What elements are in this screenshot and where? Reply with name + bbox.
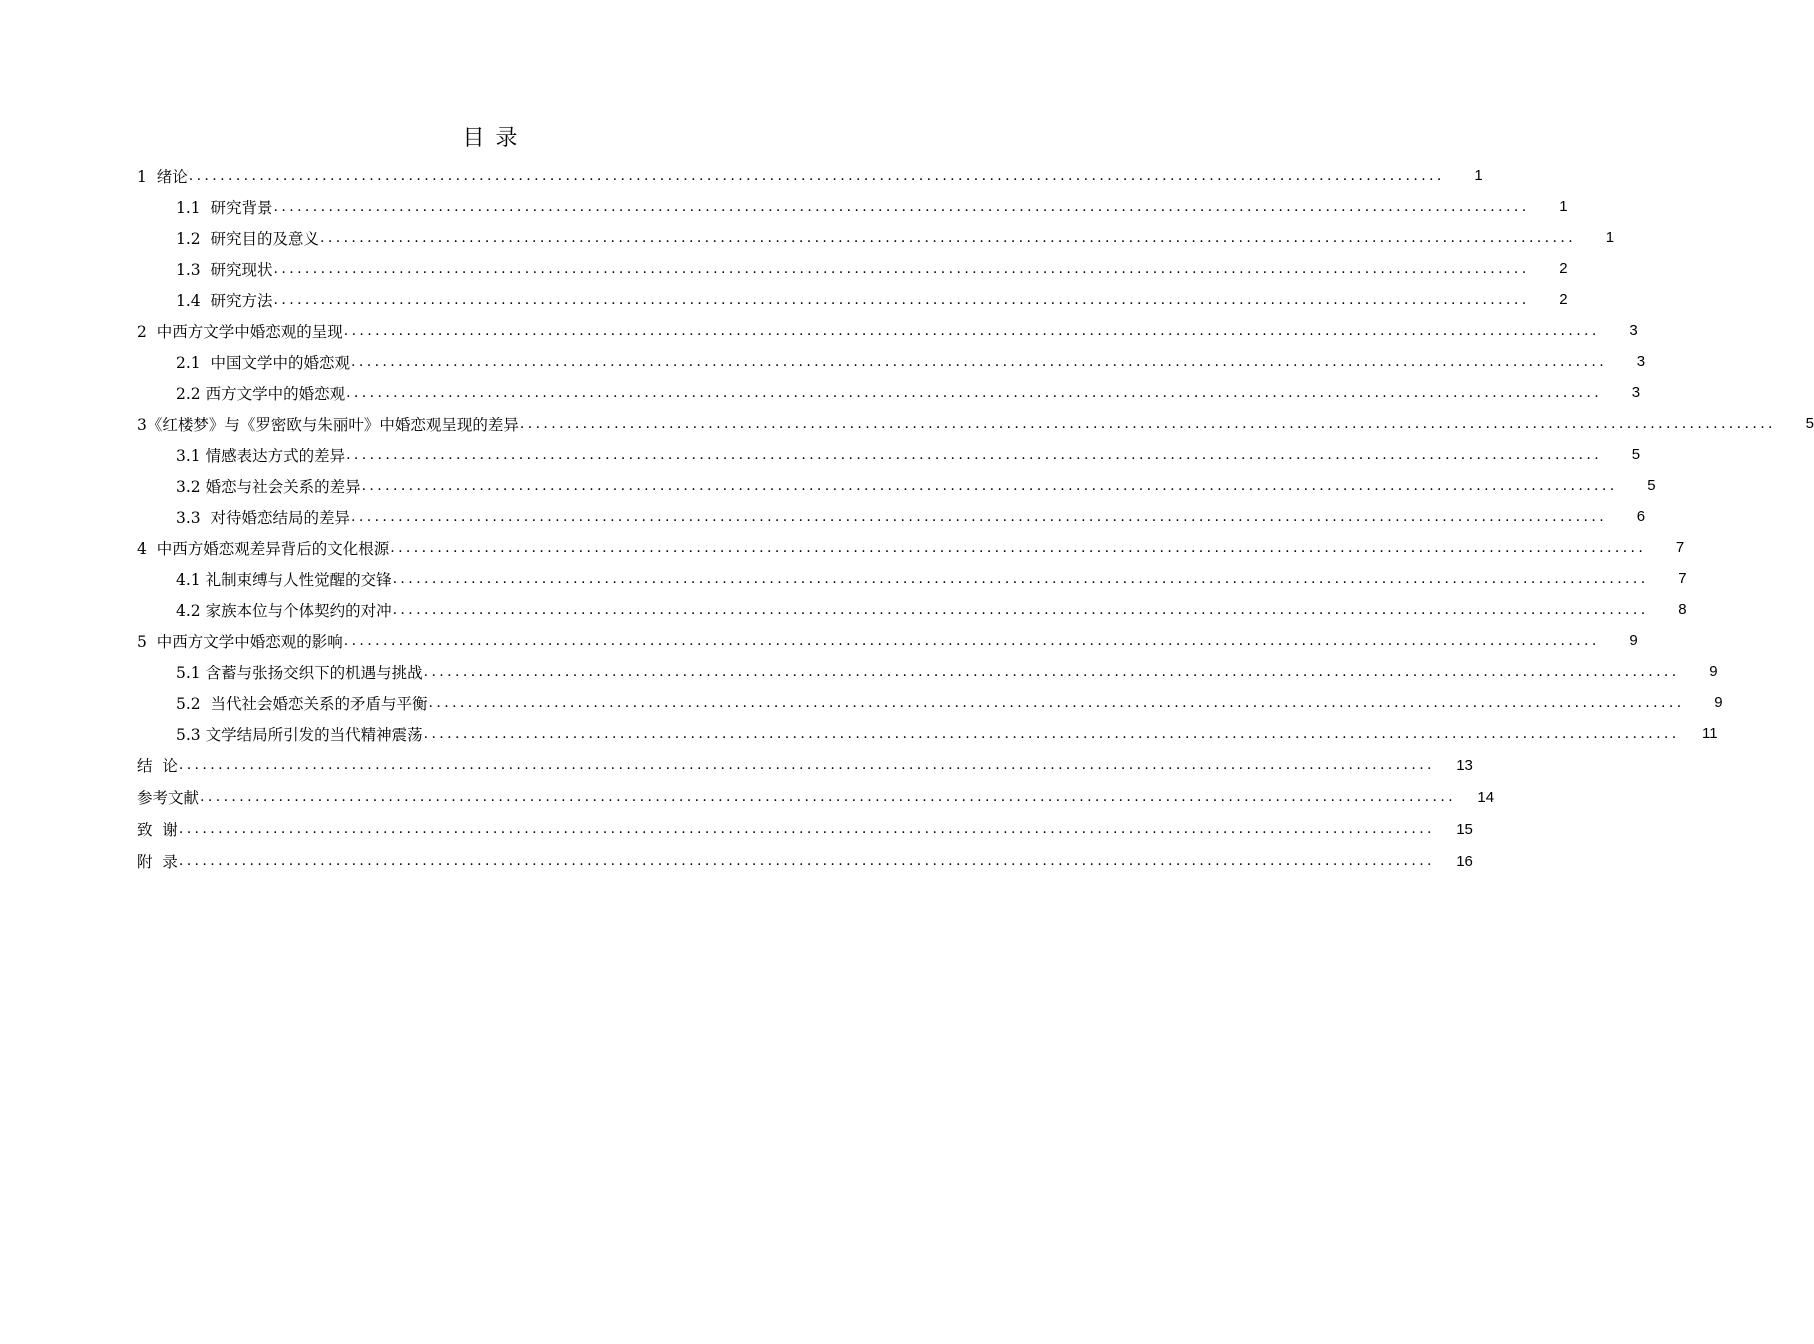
toc-entry[interactable]: [0, 532, 1685, 563]
toc-entry-text: 3.3 对待婚恋结局的差异: [176, 508, 351, 527]
toc-entry-text: 5.1 含蓄与张扬交织下的机遇与挑战: [176, 663, 423, 682]
toc-entry-page: 8: [1678, 601, 1687, 618]
toc-entry[interactable]: [0, 687, 1723, 718]
toc-entry[interactable]: [0, 284, 1568, 315]
toc-entry-page: 11: [1702, 725, 1718, 742]
toc-entry-page: 16: [1456, 852, 1473, 870]
toc-entry[interactable]: [0, 470, 1656, 501]
toc-entry[interactable]: [0, 845, 1473, 877]
toc-entry-text: 1.3 研究现状: [176, 260, 273, 279]
toc-leader-dots: ................................................................................................................................................................: [273, 198, 1530, 215]
toc-entry-text: 1 绪论: [137, 167, 188, 186]
toc-entry-text: 3《红楼梦》与《罗密欧与朱丽叶》中婚恋观呈现的差异: [137, 415, 519, 434]
toc-entry[interactable]: [0, 718, 1718, 749]
toc-leader-dots: ................................................................................................................................................................: [361, 477, 1618, 494]
toc-entry-text: 1.2 研究目的及意义: [176, 229, 320, 248]
toc-entry[interactable]: [0, 563, 1687, 594]
toc-entry-text: 5.2 当代社会婚恋关系的矛盾与平衡: [176, 694, 428, 713]
toc-leader-dots: ................................................................................................................................................................: [320, 229, 1577, 246]
toc-entry-text: 2.2 西方文学中的婚恋观: [176, 384, 346, 403]
toc-entry[interactable]: [0, 625, 1638, 656]
toc-entry[interactable]: [0, 439, 1641, 470]
toc-leader-dots: ................................................................................................................................................................: [428, 694, 1685, 711]
toc-entry[interactable]: [0, 656, 1718, 687]
toc-entry-page: 2: [1559, 291, 1568, 308]
toc-entry-page: 14: [1477, 788, 1495, 806]
toc-entry[interactable]: [0, 408, 1814, 439]
toc-entry[interactable]: [0, 315, 1638, 346]
toc-leader-dots: ................................................................................................................................................................: [423, 663, 1680, 680]
toc-entry-text: 2 中西方文学中婚恋观的呈现: [137, 322, 343, 341]
toc-entry-page: 9: [1714, 694, 1723, 711]
toc-entry-page: 1: [1559, 198, 1568, 215]
toc-entry[interactable]: [0, 594, 1687, 625]
toc-entry-page: 1: [1474, 167, 1483, 184]
toc-leader-dots: ................................................................................................................................................................: [392, 570, 1649, 587]
toc-entry-text: 1.4 研究方法: [176, 291, 273, 310]
toc-leader-dots: ................................................................................................................................................................: [178, 821, 1435, 837]
toc-entry-page: 3: [1636, 353, 1646, 370]
toc-leader-dots: ................................................................................................................................................................: [343, 632, 1600, 649]
toc-entry[interactable]: [0, 501, 1646, 532]
toc-leader-dots: ................................................................................................................................................................: [273, 291, 1530, 308]
toc-leader-dots: ................................................................................................................................................................: [273, 260, 1530, 277]
toc-entry-page: 2: [1559, 260, 1568, 277]
toc-leader-dots: ................................................................................................................................................................: [423, 725, 1680, 742]
toc-entry-text: 4.2 家族本位与个体契约的对冲: [176, 601, 392, 620]
toc-entry-text: 5 中西方文学中婚恋观的影响: [137, 632, 343, 651]
toc-title: 目 录: [462, 126, 520, 151]
toc-leader-dots: ................................................................................................................................................................: [346, 384, 1603, 401]
toc-entry-text: 参考文献: [137, 789, 200, 807]
toc-entry-page: 7: [1675, 539, 1685, 556]
toc-entry-page: 13: [1456, 756, 1473, 774]
toc-entry[interactable]: [0, 253, 1568, 284]
toc-entry-text: 3.2 婚恋与社会关系的差异: [176, 477, 361, 496]
toc-leader-dots: ................................................................................................................................................................: [346, 446, 1603, 463]
toc-entry[interactable]: [0, 781, 1495, 813]
toc-entry-text: 3.1 情感表达方式的差异: [176, 446, 346, 465]
toc-entry-text: 1.1 研究背景: [176, 198, 273, 217]
toc-leader-dots: ................................................................................................................................................................: [351, 353, 1608, 370]
toc-entry[interactable]: [0, 191, 1568, 222]
toc-entry-text: 5.3 文学结局所引发的当代精神震荡: [176, 725, 423, 744]
toc-entry-page: 1: [1605, 229, 1615, 246]
toc-entry-page: 5: [1647, 477, 1656, 494]
toc-leader-dots: ................................................................................................................................................................: [392, 601, 1649, 618]
toc-leader-dots: ................................................................................................................................................................: [188, 167, 1445, 184]
toc-leader-dots: ................................................................................................................................................................: [351, 508, 1608, 525]
toc-entry[interactable]: [0, 813, 1473, 845]
toc-entry-text: 附 录: [137, 853, 178, 871]
toc-entry[interactable]: [0, 749, 1473, 781]
toc-leader-dots: ................................................................................................................................................................: [178, 757, 1435, 773]
toc-entry-page: 9: [1629, 632, 1638, 649]
toc-entry-page: 9: [1709, 663, 1718, 680]
toc-list: [0, 160, 1814, 877]
toc-entry-page: 6: [1636, 508, 1646, 525]
toc-leader-dots: ................................................................................................................................................................: [519, 415, 1776, 432]
toc-entry[interactable]: [0, 222, 1615, 253]
toc-leader-dots: ................................................................................................................................................................: [200, 789, 1457, 805]
toc-entry-page: 3: [1631, 384, 1641, 401]
toc-leader-dots: ................................................................................................................................................................: [178, 853, 1435, 869]
toc-entry-page: 15: [1456, 820, 1473, 838]
toc-entry-page: 5: [1805, 415, 1814, 432]
toc-entry-page: 7: [1678, 570, 1687, 587]
toc-entry-page: 5: [1631, 446, 1641, 463]
toc-entry-text: 结 论: [137, 757, 178, 775]
toc-entry-text: 致 谢: [137, 821, 178, 839]
toc-entry-text: 4 中西方婚恋观差异背后的文化根源: [137, 539, 390, 558]
toc-leader-dots: ................................................................................................................................................................: [390, 539, 1647, 556]
toc-entry-text: 2.1 中国文学中的婚恋观: [176, 353, 351, 372]
toc-entry[interactable]: [0, 377, 1641, 408]
toc-entry[interactable]: [0, 346, 1646, 377]
toc-leader-dots: ................................................................................................................................................................: [343, 322, 1600, 339]
toc-entry-text: 4.1 礼制束缚与人性觉醒的交锋: [176, 570, 392, 589]
toc-entry[interactable]: [0, 160, 1483, 191]
toc-entry-page: 3: [1629, 322, 1638, 339]
